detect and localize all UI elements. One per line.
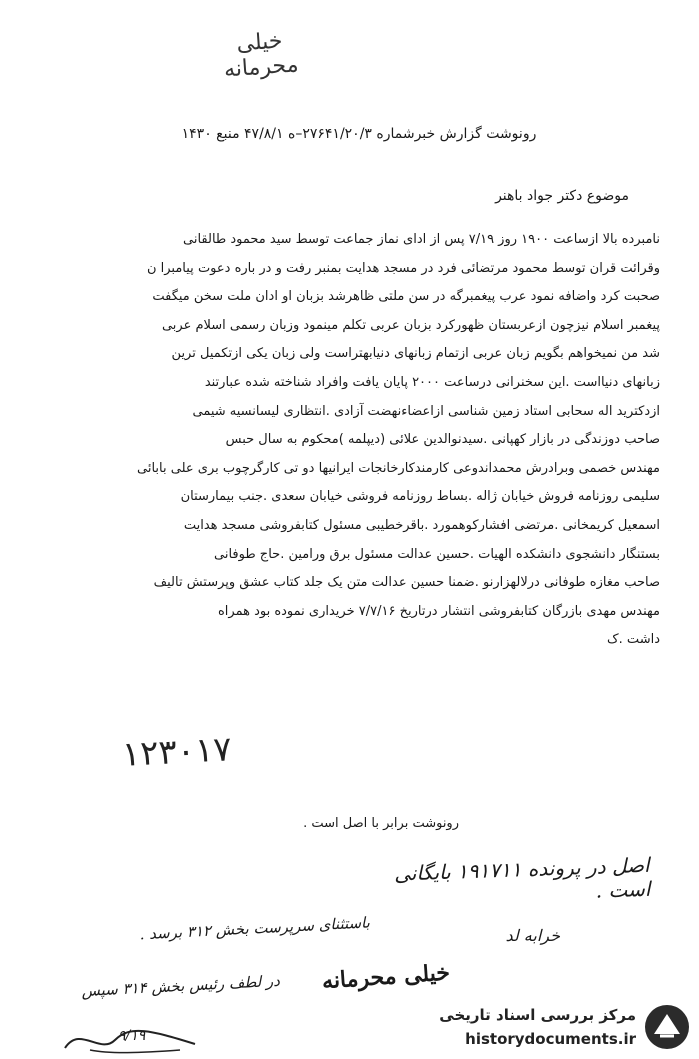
body-line: صاحب دوزندگی در بازار کهپانی .سیدنوالدین علائی (دیپلمه )محکوم به سال حبس xyxy=(225,432,660,448)
handwritten-note-small: خرابه لد xyxy=(505,926,560,945)
report-body xyxy=(40,226,660,655)
signature-date: ۹/۱۹ xyxy=(118,1028,146,1044)
body-line: اسمعیل کریمخانی .مرتضی افشارکوهمورد .باقرخطیبی مسئول کتابفروشی مسجد هدایت xyxy=(183,517,660,533)
body-line: وقرائت قران توسط محمود مرتضائی فرد در مسجد هدایت بمنبر رفت و در باره دعوت پیامبرا ن xyxy=(146,260,660,276)
body-line: بستنگار دانشجوی دانشکده الهیات .حسین عدالت مسئول برق ورامین .حاج طوفانی xyxy=(213,546,660,562)
handwritten-archive-note: اصل در پرونده ۱۹۱۷۱۱ بایگانی است . xyxy=(393,852,651,903)
body-line: شد من نمیخواهم بگویم زبان عربی ازتمام زبانهای دنیابهتراست ولی زبان یکی ازتکمیل ترین xyxy=(171,346,660,362)
body-line: ازدکترید اله سحابی استاد زمین شناسی ازاعضاءنهضت آزادی .انتظاری لیسانسیه شیمی xyxy=(192,403,660,419)
handwritten-routing-note-2: در لطف رئیس بخش ۳۱۴ سپس xyxy=(81,971,281,1001)
body-line: مهندس خصمی وبرادرش محمداندوعی کارمندکارخانجات ایرانیها دو تی کارگرچوب بری علی بابائی xyxy=(137,460,660,476)
signature-stamp: خیلی محرمانه xyxy=(321,959,451,995)
report-header: رونوشت گزارش خبرشماره ۲۷۶۴۱/۲۰/۳–ه ۴۷/۸/۱ منبع ۱۴۳۰ xyxy=(181,126,537,142)
watermark-title: مرکز بررسی اسناد تاریخی xyxy=(439,1006,636,1024)
subject-line: موضوع دکتر جواد باهنر xyxy=(495,188,629,204)
body-line: صحبت کرد واضافه نمود عرب پیغمبرگه در سن ملتی ظاهرشد بزبان او ادان ملت سخن میگفت xyxy=(152,289,660,305)
classification-stamp: خیلی محرمانه xyxy=(223,28,300,83)
body-line: داشت .ک xyxy=(607,632,660,648)
handwritten-file-number: ۱۲۳۰۱۷ xyxy=(121,729,233,775)
copy-certification: رونوشت برابر با اصل است . xyxy=(303,816,459,831)
body-line: نامبرده بالا ازساعت ۱۹۰۰ روز ۷/۱۹ پس از ادای نماز جماعت توسط سید محمود طالقانی xyxy=(183,232,660,247)
archive-center-logo-icon xyxy=(642,1002,692,1052)
body-line: سلیمی روزنامه فروش خیابان ژاله .بساط روزنامه فروشی خیابان سعدی .جنب بیمارستان xyxy=(180,489,660,505)
body-line: زبانهای دنیااست .این سخنرانی درساعت ۲۰۰۰ پایان یافت وافراد شناخته شده عبارتند xyxy=(204,374,660,390)
watermark-url: historydocuments.ir xyxy=(465,1030,636,1048)
handwritten-routing-note: باستثنای سرپرست بخش ۳۱۲ برسد . xyxy=(139,913,371,944)
watermark xyxy=(420,1002,692,1054)
body-line: صاحب مغازه طوفانی درلالهزارنو .ضمنا حسین عدالت متن یک جلد کتاب عشق وپرستش تالیف xyxy=(153,575,660,591)
body-line: پیغمبر اسلام نیزچون ازعربستان ظهورکرد بزبان عربی تکلم مینمود وزبان رسمی اسلام عربی xyxy=(161,317,660,333)
body-line: مهندس مهدی بازرگان کتابفروشی انتشار درتاریخ ۷/۷/۱۶ خریداری نموده بود همراه xyxy=(217,603,660,619)
